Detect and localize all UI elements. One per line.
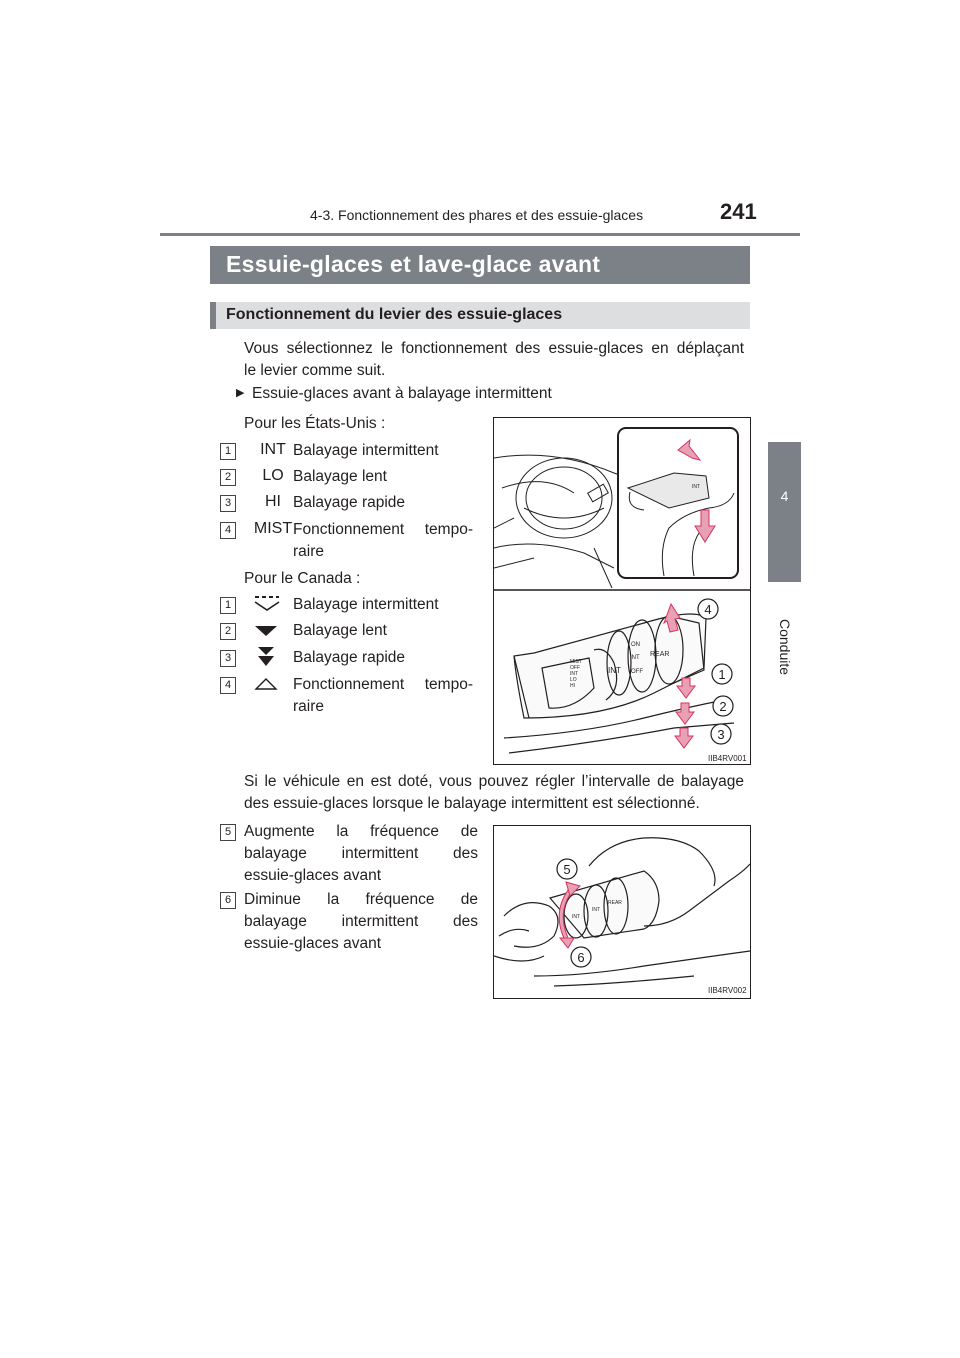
bullet-text: Essuie-glaces avant à balayage intermittent [252,385,552,402]
callout-2-text: 2 [719,699,727,714]
interval-item-6-line-1: Diminue la fréquence de [244,891,478,908]
canada-item-3-number: 3 [220,650,236,667]
wiper-lever-illustration [494,418,750,764]
subheading: Fonctionnement du levier des essuie-glaces [226,306,563,323]
usa-item-4-number: 4 [220,522,236,539]
interval-line-1: Si le véhicule en est doté, vous pouvez régler l’intervalle de balayage [244,773,744,790]
section-header: 4-3. Fonctionnement des phares et des essuie-glaces [310,207,644,223]
lever-int2-label: INT [630,655,640,661]
lever-int-ring-label: INT [608,666,621,675]
lever-off2-label: OFF [631,669,643,675]
interval-dial-figure [493,825,751,999]
interval-item-5-number: 5 [220,824,236,841]
interval-item-6-line-2: balayage intermittent des [244,913,478,930]
canada-item-1-number: 1 [220,597,236,614]
usa-item-2-code: LO [262,467,284,484]
intermittent-wipe-icon [252,594,280,614]
canada-item-4-number: 4 [220,677,236,694]
chapter-label [760,612,810,682]
callout-4-text: 4 [704,602,712,617]
canada-item-4-desc-2: raire [293,698,325,715]
header-rule [160,233,800,236]
inset-int-label: INT [692,484,701,490]
dial-int-label: INT [572,914,581,920]
mist-wipe-icon [252,676,280,692]
lever-lo-label: LO [570,677,577,683]
usa-item-4-desc-2: raire [293,543,325,560]
figure-2-id: IIB4RV002 [708,986,747,995]
figure-1-id: IIB4RV001 [708,754,747,763]
high-speed-wipe-icon [252,645,280,669]
interval-item-5-line-1: Augmente la fréquence de [244,823,478,840]
callout-1-text: 1 [718,667,726,682]
lever-hi-label: HI [570,683,575,689]
canada-heading: Pour le Canada : [244,570,361,587]
callout-6-text: 6 [577,950,585,965]
canada-item-2-desc: Balayage lent [293,622,387,639]
callout-5-text: 5 [563,862,571,877]
callout-3-text: 3 [717,727,725,742]
wiper-lever-figure [493,417,751,765]
chapter-tab-number: 4 [780,488,789,504]
chapter-tab[interactable] [768,442,801,582]
dial-rear-label: REAR [608,900,622,906]
usa-item-3-code: HI [265,493,281,510]
usa-heading: Pour les États-Unis : [244,415,386,432]
interval-item-6-number: 6 [220,892,236,909]
interval-item-5-line-3: essuie-glaces avant [244,867,381,884]
lever-on-label: ON [631,642,640,648]
usa-item-4-code: MIST [253,520,293,537]
usa-item-3-desc: Balayage rapide [293,494,406,511]
usa-item-1-code: INT [260,441,286,458]
interval-line-2: des essuie-glaces lorsque le balayage intermittent est sélectionné. [244,795,700,812]
usa-item-2-number: 2 [220,469,236,486]
canada-item-2-number: 2 [220,623,236,640]
chapter-label-text: Conduite [777,618,793,676]
lever-mist-label: MIST [570,659,582,665]
intro-line-2: le levier comme suit. [244,362,386,379]
lever-rear-label: REAR [650,651,670,658]
usa-item-4-desc: Fonctionnement tempo- [293,521,473,538]
lever-int-label: INT [570,671,579,677]
usa-item-3-number: 3 [220,495,236,512]
page-title: Essuie-glaces et lave-glace avant [226,251,601,277]
canada-item-3-desc: Balayage rapide [293,649,406,666]
interval-item-6-line-3: essuie-glaces avant [244,935,381,952]
lever-off-label: OFF [570,665,580,671]
subheading-accent [210,302,216,329]
dial-int2-label: INT [592,907,601,913]
bullet-triangle-icon: ▶ [236,387,245,399]
interval-item-5-line-2: balayage intermittent des [244,845,478,862]
usa-item-1-desc: Balayage intermittent [293,442,439,459]
interval-dial-illustration [494,826,750,998]
low-speed-wipe-icon [252,624,280,638]
usa-item-2-desc: Balayage lent [293,468,387,485]
canada-item-4-desc: Fonctionnement tempo- [293,676,473,693]
intro-line-1: Vous sélectionnez le fonctionnement des essuie-glaces en déplaçant [244,340,744,357]
canada-item-1-desc: Balayage intermittent [293,596,439,613]
usa-item-1-number: 1 [220,443,236,460]
page-number: 241 [720,199,757,224]
